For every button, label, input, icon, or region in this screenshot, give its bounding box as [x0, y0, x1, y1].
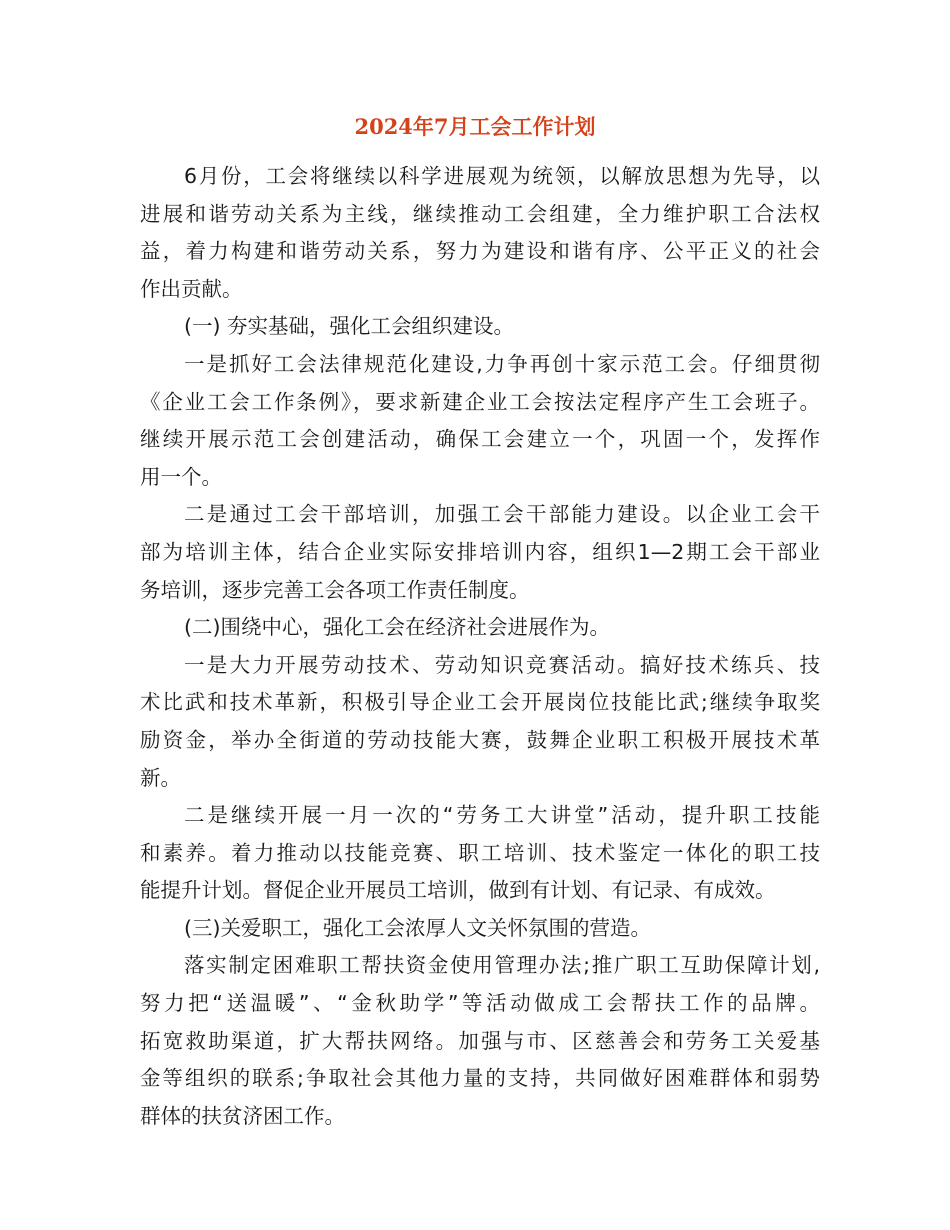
paragraph-line: 务培训，逐步完善工会各项工作责任制度。 [140, 577, 530, 602]
paragraph-line: 新。 [140, 765, 181, 790]
paragraph [140, 308, 820, 346]
document-body [140, 158, 820, 1135]
paragraph-line: 一是大力开展劳动技术、劳动知识竞赛活动。搞好技术练兵、技 [184, 652, 820, 677]
paragraph-line: 益，着力构建和谐劳动关系，努力为建设和谐有序、公平正义的社会 [140, 239, 820, 264]
paragraph [140, 647, 820, 797]
paragraph [140, 609, 820, 647]
paragraph-line: 作出贡献。 [140, 276, 243, 301]
paragraph [140, 910, 820, 948]
paragraph [140, 797, 820, 910]
paragraph [140, 158, 820, 308]
paragraph-line: 用一个。 [140, 464, 222, 489]
paragraph [140, 947, 820, 1135]
paragraph-line: 努力把“送温暖”、“金秋助学”等活动做成工会帮扶工作的品牌。 [140, 991, 820, 1016]
paragraph-line: 和素养。着力推动以技能竞赛、职工培训、技术鉴定一体化的职工技 [140, 840, 820, 865]
paragraph-line: 落实制定困难职工帮扶资金使用管理办法;推广职工互助保障计划, [184, 953, 820, 978]
paragraph [140, 496, 820, 609]
paragraph-line: (二)围绕中心，强化工会在经济社会进展作为。 [184, 615, 610, 640]
paragraph-line: (一) 夯实基础，强化工会组织建设。 [184, 314, 515, 339]
paragraph-line: 部为培训主体，结合企业实际安排培训内容，组织1—2期工会干部业 [140, 539, 820, 564]
paragraph-line: 二是通过工会干部培训，加强工会干部能力建设。以企业工会干 [184, 502, 820, 527]
paragraph-line: 术比武和技术革新，积极引导企业工会开展岗位技能比武;继续争取奖 [140, 690, 820, 715]
paragraph-line: 群体的扶贫济困工作。 [140, 1103, 345, 1128]
paragraph-line: 金等组织的联系;争取社会其他力量的支持，共同做好困难群体和弱势 [140, 1066, 820, 1091]
paragraph-line: 励资金，举办全街道的劳动技能大赛，鼓舞企业职工积极开展技术革 [140, 727, 820, 752]
paragraph-line: 《企业工会工作条例》，要求新建企业工会按法定程序产生工会班子。 [140, 389, 820, 414]
paragraph-line: 继续开展示范工会创建活动，确保工会建立一个，巩固一个，发挥作 [140, 427, 820, 452]
paragraph-line: 二是继续开展一月一次的“劳务工大讲堂”活动，提升职工技能 [184, 803, 820, 828]
document-title: 2024年7月工会工作计划 [354, 114, 596, 139]
paragraph-line: 6月份，工会将继续以科学进展观为统领，以解放思想为先导，以 [184, 164, 820, 188]
paragraph-line: 能提升计划。督促企业开展员工培训，做到有计划、有记录、有成效。 [140, 878, 776, 903]
paragraph-line: (三)关爱职工，强化工会浓厚人文关怀氛围的营造。 [184, 915, 651, 940]
paragraph [140, 346, 820, 496]
paragraph-line: 进展和谐劳动关系为主线，继续推动工会组建，全力维护职工合法权 [140, 201, 820, 226]
paragraph-line: 拓宽救助渠道，扩大帮扶网络。加强与市、区慈善会和劳务工关爱基 [140, 1028, 820, 1053]
paragraph-line: 一是抓好工会法律规范化建设,力争再创十家示范工会。仔细贯彻 [184, 351, 820, 376]
